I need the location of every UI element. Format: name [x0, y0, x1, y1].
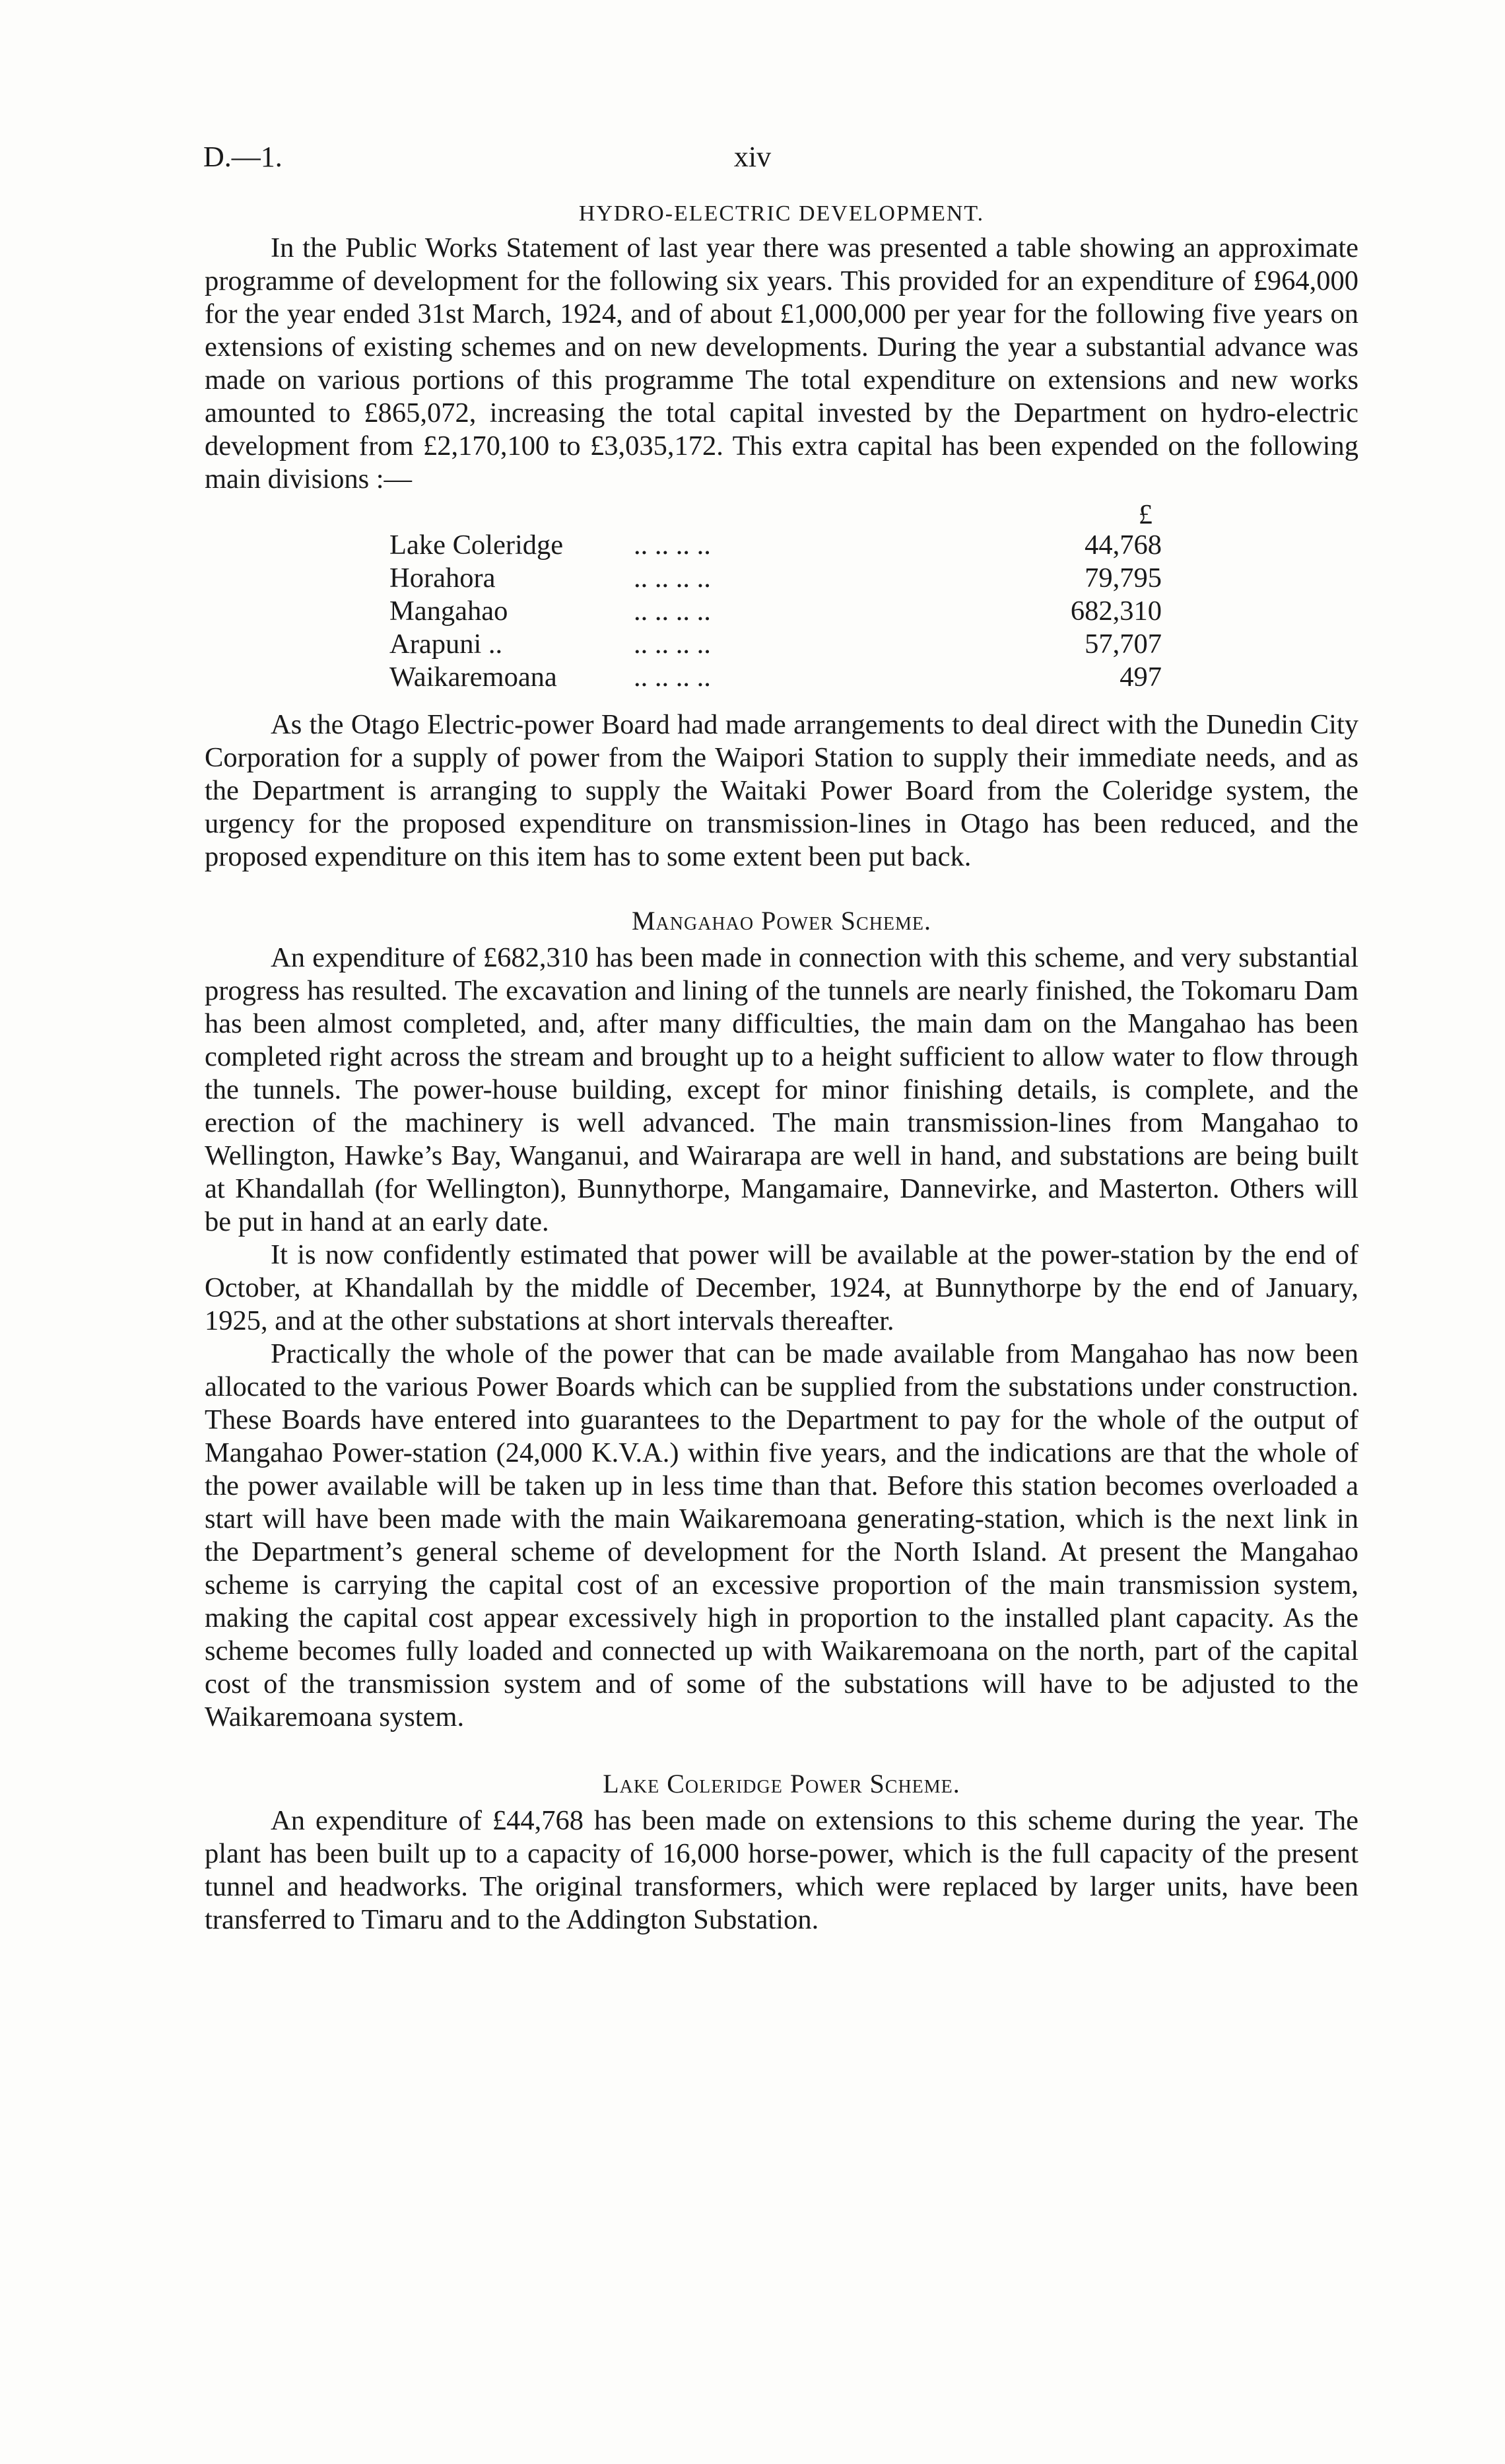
leader-dots: .. .. .. ..	[634, 530, 711, 561]
document-code: D.—1.	[203, 141, 283, 173]
division-value: 57,707	[1085, 629, 1162, 660]
section-title-hydro: HYDRO-ELECTRIC DEVELOPMENT.	[578, 201, 985, 226]
body-column	[205, 201, 1358, 1936]
expenditure-table	[389, 501, 1162, 694]
table-row	[389, 529, 1162, 562]
division-value: 497	[1120, 662, 1162, 693]
division-name: Lake Coleridge	[389, 530, 564, 561]
currency-header: £	[1138, 499, 1153, 530]
paragraph: In the Public Works Statement of last year there was presented a table showing an approximate programme of development for the following six years. This provided for an expenditure of £964,000 for the year ended 31st March, 1924, and of about £1,000,000 per year for the following five years on extensions of existing schemes and on new developments. During the year a substantial advance was made on various portions of this programme The total expenditure on extensions and new works amounted to £865,072, increasing the total capital invested by the Department on hydro-electric development from £2,170,100 to £3,035,172. This extra capital has been expended on the following main divisions :—	[205, 232, 1358, 495]
division-name: Waikaremoana	[389, 662, 557, 693]
leader-dots: .. .. .. ..	[634, 662, 711, 693]
table-row	[389, 661, 1162, 694]
page-number: xiv	[733, 141, 772, 173]
paragraph: An expenditure of £682,310 has been made in connection with this scheme, and very substantial progress has resulted. The excavation and lining of the tunnels are nearly finished, the Tokomaru Dam has been almost completed, and, after many difficulties, the main dam on the Mangahao has been completed right across the stream and brought up to a height sufficient to allow water to flow through the tunnels. The power-house building, except for minor finishing details, is complete, and the erection of the machinery is well advanced. The main transmission-lines from Mangahao to Wellington, Hawke’s Bay, Wanganui, and Wairarapa are well in hand, and substations are being built at Khandallah (for Wellington), Bunnythorpe, Mangamaire, Dannevirke, and Masterton. Others will be put in hand at an early date.	[205, 942, 1358, 1237]
division-value: 79,795	[1085, 563, 1162, 594]
table-row	[389, 595, 1162, 628]
table-row	[389, 562, 1162, 595]
leader-dots: .. .. .. ..	[634, 596, 711, 627]
division-value: 44,768	[1085, 530, 1162, 561]
leader-dots: .. .. .. ..	[634, 629, 711, 660]
paragraph: As the Otago Electric-power Board had made arrangements to deal direct with the Dunedin City Corporation for a supply of power from the Waipori Station to supply their immediate needs, and as the Department is arranging to supply the Waitaki Power Board from the Coleridge system, the urgency for the proposed expenditure on transmission-lines in Otago has been reduced, and the proposed expenditure on this item has to some extent been put back.	[205, 709, 1358, 872]
division-value: 682,310	[1070, 596, 1162, 627]
leader-dots: .. .. .. ..	[634, 563, 711, 594]
section-title-coleridge: Lake Coleridge Power Scheme.	[603, 1769, 960, 1798]
division-name: Arapuni ..	[389, 629, 503, 660]
paragraph: An expenditure of £44,768 has been made on extensions to this scheme during the year. The plant has been built up to a capacity of 16,000 horse-power, which is the full capacity of the present tunnel and headworks. The original transformers, which were replaced by larger units, have been transferred to Timaru and to the Addington Substation.	[205, 1805, 1358, 1935]
paragraph: It is now confidently estimated that power will be available at the power-station by the end of October, at Khandallah by the middle of December, 1924, at Bunnythorpe by the end of January, 1925, and at the other substations at short intervals thereafter.	[205, 1239, 1358, 1336]
division-name: Mangahao	[389, 596, 508, 627]
paragraph: Practically the whole of the power that can be made available from Mangahao has now been allocated to the various Power Boards which can be supplied from the substations under construction. These Boards have entered into guarantees to the Department to pay for the whole of the output of Mangahao Power-station (24,000 K.V.A.) within five years, and the indications are that the whole of the power available will be taken up in less time than that. Before this station becomes overloaded a start will have been made with the main Waikaremoana generating-station, which is the next link in the Department’s general scheme of development for the North Island. At present the Mangahao scheme is carrying the capital cost of an excessive proportion of the main transmission system, making the capital cost appear excessively high in proportion to the installed plant capacity. As the scheme becomes fully loaded and connected up with Waikaremoana on the north, part of the capital cost of the transmission system and of some of the substations will have to be adjusted to the Waikaremoana system.	[205, 1338, 1358, 1732]
table-row	[389, 628, 1162, 661]
division-name: Horahora	[389, 563, 496, 594]
section-title-mangahao: Mangahao Power Scheme.	[631, 906, 932, 936]
